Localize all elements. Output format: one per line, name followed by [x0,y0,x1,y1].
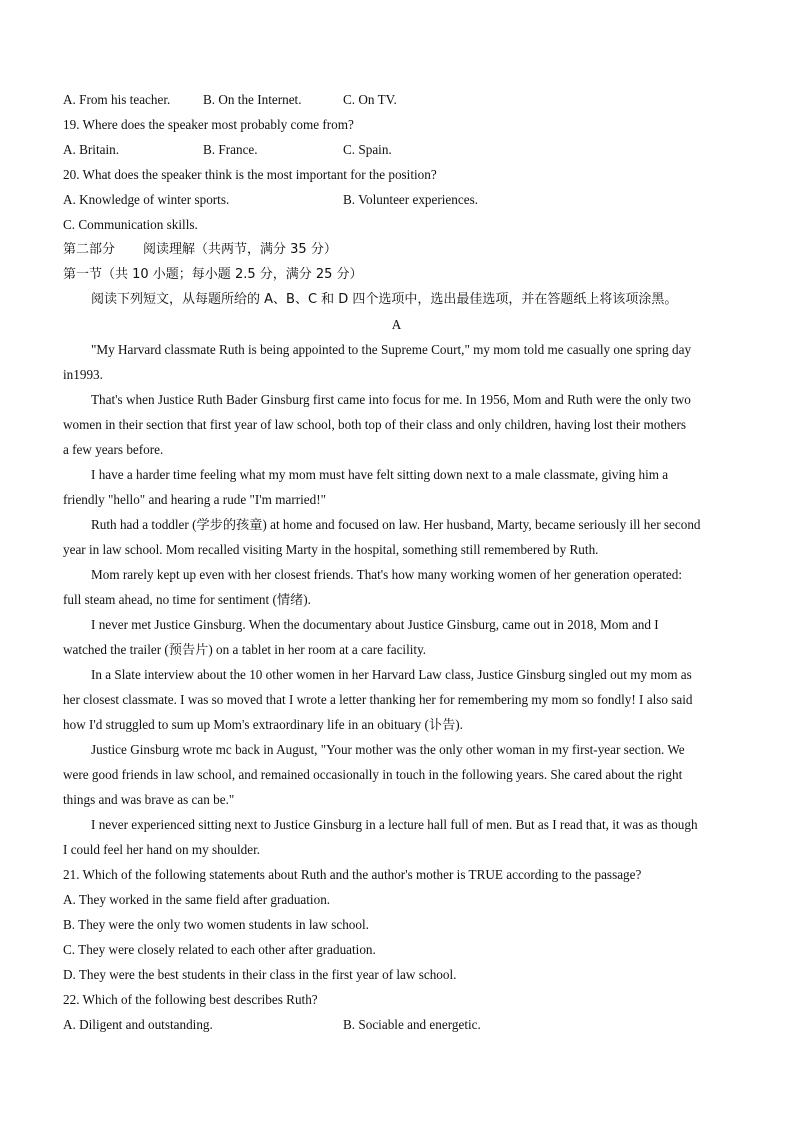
section-subheading: 第一节（共 10 小题；每小题 2.5 分，满分 25 分） [63,267,363,282]
passage-p1-line1: "My Harvard classmate Ruth is being appointed to the Supreme Court," my mom told me casually one spring day [91,342,692,357]
passage-p8-line1: Justice Ginsburg wrote mc back in August, "Your mother was the only other woman in my first-year section. We [91,742,685,757]
passage-p3-line2: friendly "hello" and hearing a rude "I'm married!" [63,492,327,507]
passage-p9-line2: I could feel her hand on my shoulder. [63,842,261,857]
passage-p7-line2: her closest classmate. I was so moved that I wrote a letter thanking her for remembering my mom so fondly! I also said [63,692,693,707]
q19-option-b: B. France. [203,142,258,157]
q22-options [63,1012,730,1037]
q21-option-a: A. They worked in the same field after graduation. [63,892,331,907]
passage-p4-line1: Ruth had a toddler (学步的孩童) at home and focused on law. Her husband, Marty, became seriously ill her second [91,517,701,532]
q19-option-a: A. Britain. [63,142,120,157]
passage-p1-line2: in1993. [63,367,103,382]
q21-option-c: C. They were closely related to each other after graduation. [63,942,376,957]
q22-option-a: A. Diligent and outstanding. [63,1017,213,1032]
q21-stem: 21. Which of the following statements about Ruth and the author's mother is TRUE according to the passage? [63,867,642,882]
q19-options [63,137,730,162]
q20-stem: 20. What does the speaker think is the most important for the position? [63,167,437,182]
q18-options [63,87,730,112]
part-title: 阅读理解（共两节，满分 35 分） [143,242,337,257]
passage-p4-line2: year in law school. Mom recalled visiting Marty in the hospital, something still remembered by Ruth. [63,542,599,557]
passage-p6-line1: I never met Justice Ginsburg. When the documentary about Justice Ginsburg, came out in 2018, Mom and I [91,617,659,632]
q19-option-c: C. Spain. [343,142,392,157]
passage-p2-line3: a few years before. [63,442,164,457]
passage-p7-line3: how I'd struggled to sum up Mom's extraordinary life in an obituary (讣告). [63,717,463,732]
q21-option-d: D. They were the best students in their class in the first year of law school. [63,967,457,982]
passage-p2-line1: That's when Justice Ruth Bader Ginsburg first came into focus for me. In 1956, Mom and Ruth were the only two [91,392,691,407]
part-heading [63,237,730,262]
q20-options [63,187,730,212]
section-instructions: 阅读下列短文，从每题所给的 A、B、C 和 D 四个选项中，选出最佳选项，并在答题纸上将该项涂黑。 [91,292,678,307]
passage-p8-line2: were good friends in law school, and remained occasionally in touch in the following years. She cared about the right [63,767,683,782]
part-label: 第二部分 [63,242,116,257]
passage-p5-line1: Mom rarely kept up even with her closest friends. That's how many working women of her generation operated: [91,567,683,582]
passage-p7-line1: In a Slate interview about the 10 other women in her Harvard Law class, Justice Ginsburg singled out my mom as [91,667,692,682]
passage-p2-line2: women in their section that first year of law school, both top of their class and only children, having lost their mothers [63,417,686,432]
q22-option-b: B. Sociable and energetic. [343,1017,481,1032]
passage-p8-line3: things and was brave as can be." [63,792,235,807]
exam-page [63,87,730,1037]
passage-label: A [391,317,402,332]
q20-option-b: B. Volunteer experiences. [343,192,479,207]
passage-p9-line1: I never experienced sitting next to Justice Ginsburg in a lecture hall full of men. But as I read that, it was as though [91,817,698,832]
q22-stem: 22. Which of the following best describes Ruth? [63,992,318,1007]
q18-option-a: A. From his teacher. [63,92,171,107]
q20-option-c: C. Communication skills. [63,217,198,232]
q19-stem: 19. Where does the speaker most probably come from? [63,117,354,132]
passage-p6-line2: watched the trailer (预告片) on a tablet in her room at a care facility. [63,642,427,657]
q18-option-b: B. On the Internet. [203,92,302,107]
passage-p5-line2: full steam ahead, no time for sentiment (情绪). [63,592,311,607]
passage-p3-line1: I have a harder time feeling what my mom must have felt sitting down next to a male classmate, giving him a [91,467,669,482]
q21-option-b: B. They were the only two women students in law school. [63,917,369,932]
q18-option-c: C. On TV. [343,92,397,107]
q20-option-a: A. Knowledge of winter sports. [63,192,230,207]
